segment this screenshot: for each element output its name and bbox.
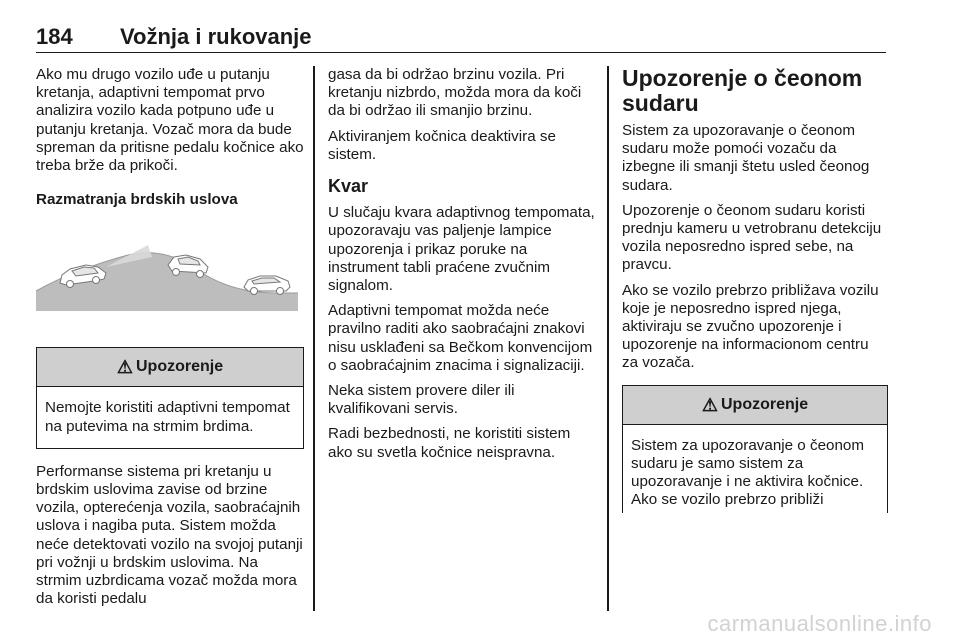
brake-lights-paragraph: Radi bezbednosti, ne koristiti sistem ako su svetla kočnice neispravna. — [328, 425, 571, 461]
column-1 — [36, 66, 304, 608]
warning-title: Upozorenje — [721, 395, 809, 413]
warning-text: Sistem za upozoravanje o čeonom sudaru je samo sistem za upozoravanje i ne aktivira kočnice. Ako se vozilo prebrzo približi — [631, 436, 865, 509]
warning-text: Nemojte koristiti adaptivni tempomat na putevima na strmim brdima. — [45, 399, 290, 435]
column-2 — [328, 66, 596, 462]
hill-warning-box — [36, 347, 304, 448]
warning-triangle-icon: ⚠ — [116, 357, 133, 378]
site-watermark: carmanualsonline.info — [707, 611, 932, 636]
service-paragraph: Neka sistem provere diler ili kvalifikovani servis. — [328, 382, 515, 418]
hill-conditions-subheading: Razmatranja brdskih uslova — [36, 191, 238, 209]
hill-performance-paragraph: Performanse sistema pri kretanju u brdskim uslovima zavise od brzine vozila, opterećenja vozila, saobraćajnih uslova i nagiba puta. Sistem možda neće detektovati vozilo na svojoj putanji pri vožnji u brdskim uslovima. Na strmim uzbrdicama vozač možda mora da koristi pedalu — [36, 462, 303, 608]
traffic-signs-paragraph: Adaptivni tempomat možda neće pravilno raditi ako saobraćajni znakovi nisu usklađeni sa Bečkom konvencijom o saobraćajnim znacima i signalizaciji. — [328, 302, 593, 374]
page-number: 184 — [36, 24, 73, 49]
brake-deactivation-paragraph: Aktiviranjem kočnica deaktivira se sistem. — [328, 127, 556, 163]
collision-intro-paragraph: Sistem za upozoravanje o čeonom sudaru može pomoći vozaču da izbegne ili smanji štetu usled čeonog sudara. — [622, 122, 870, 194]
warning-header — [37, 348, 303, 387]
warning-header — [623, 386, 887, 425]
collision-warning-box — [622, 385, 888, 514]
warning-triangle-icon: ⚠ — [701, 394, 718, 415]
intro-paragraph: Ako mu drugo vozilo uđe u putanju kretanja, adaptivni tempomat prvo analizira vozilo kada potpuno uđe u putanju kretanja. Vozač mora da bude spreman da pritisne pedalu kočnice ako treba brže da prikoči. — [36, 66, 304, 175]
malfunction-paragraph: U slučaju kvara adaptivnog tempomata, upozoravaju vas paljenje lampice upozorenja i prikaz poruke na instrument tabli praćene zvučnim signalom. — [328, 204, 595, 295]
approach-alert-paragraph: Ako se vozilo prebrzo približava vozilu koje je neposredno ispred njega, aktiviraju se zvučno upozorenje i upozorenje na informacionom centru za vozača. — [622, 281, 879, 372]
column-divider-left — [313, 66, 315, 611]
camera-paragraph: Upozorenje o čeonom sudaru koristi prednju kameru u vetrobranu detekciju vozila neposredno ispred sebe, na pravcu. — [622, 201, 882, 274]
column-3 — [622, 66, 888, 513]
hill-driving-illustration — [36, 225, 298, 313]
forward-collision-heading: Upozorenje o čeonom sudaru — [622, 65, 863, 116]
warning-title: Upozorenje — [136, 358, 224, 376]
malfunction-heading: Kvar — [328, 176, 369, 197]
page-header — [36, 24, 886, 53]
chapter-title: Vožnja i rukovanje — [120, 24, 312, 49]
downhill-paragraph: gasa da bi održao brzinu vozila. Pri kretanju nizbrdo, možda mora da koči da bi održao ili smanjio brzinu. — [328, 66, 582, 120]
column-divider-right — [607, 66, 609, 611]
